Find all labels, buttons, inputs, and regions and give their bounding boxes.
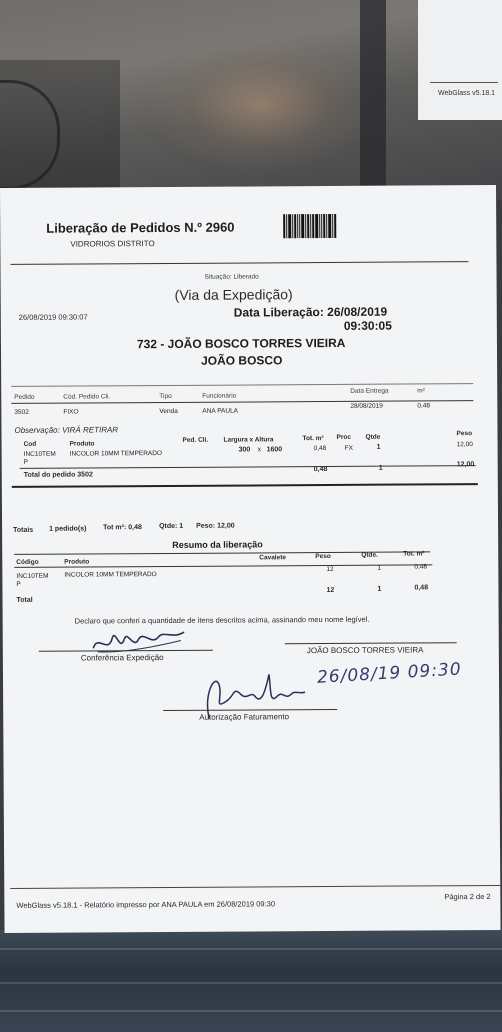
declaration-text: Declaro que conferi a quantidade de itens descritos acima, assinando meu nome legível. [74, 614, 370, 626]
photo-dark-bar [360, 0, 386, 200]
resumo-codigo-line2: P [16, 580, 21, 588]
background-paper-sheet [418, 0, 502, 120]
client-line: 732 - JOÃO BOSCO TORRES VIEIRA [136, 335, 346, 352]
resumo-col-peso: Peso [315, 552, 331, 561]
item-qtde: 1 [376, 443, 381, 451]
totais-peso: Peso: 12,00 [196, 522, 235, 530]
resumo-total-label: Total [16, 596, 33, 604]
client-name: JOÃO BOSCO [201, 353, 283, 368]
autorizacao-label: Autorização Faturamento [199, 712, 290, 722]
photo-reflection [150, 40, 370, 170]
resumo-total-qtde: 1 [377, 585, 382, 593]
conferencia-label: Conferência Expedição [80, 653, 164, 663]
item-tot-m2: 0,48 [313, 445, 327, 453]
document-title: Liberação de Pedidos N.º 2960 [46, 219, 235, 236]
item-proc: FX [344, 444, 353, 452]
total-pedido-qtde: 1 [378, 464, 383, 472]
col-tot-m2: Tot. m² [302, 435, 324, 443]
col-funcionario: Funcionário [202, 392, 237, 400]
col-ped-cli: Ped. Cli. [182, 436, 209, 444]
resumo-peso: 12 [326, 565, 334, 574]
col-proc: Proc [336, 433, 352, 441]
footer-left: WebGlass v5.18.1 - Relatório impresso por ANA PAULA em 26/08/2019 09:30 [16, 899, 276, 910]
funcionario-value: ANA PAULA [202, 407, 239, 415]
col-produto: Produto [69, 440, 95, 448]
resumo-col-cavalete: Cavalete [259, 554, 287, 562]
resumo-total-peso: 12 [326, 586, 335, 595]
col-data-entrega: Data Entrega [350, 387, 389, 395]
item-cod-line2: P [23, 458, 29, 466]
pedido-value: 3502 [14, 408, 29, 416]
resumo-title: Resumo da liberação [172, 539, 263, 550]
m2-value: 0,48 [417, 402, 431, 410]
resumo-col-tot-m2: Tot. m² [403, 550, 425, 558]
item-cod-line1: INC10TEM [23, 450, 56, 458]
item-peso: 12,00 [456, 441, 473, 449]
total-pedido-label: Total do pedido 3502 [23, 471, 93, 479]
footer-page-number: Página 2 de 2 [444, 892, 491, 902]
col-peso: Peso [456, 430, 473, 438]
totais-qtde: Qtde: 1 [159, 522, 184, 531]
data-entrega-value: 28/08/2019 [350, 402, 383, 410]
via-label: (Via da Expedição) [174, 286, 293, 303]
cod-pedido-cli-value: FIXO [63, 408, 79, 416]
total-pedido-peso: 12,00 [456, 461, 475, 469]
printed-timestamp: 26/08/2019 09:30:07 [18, 312, 88, 322]
totais-m2: Tot m²: 0,48 [103, 524, 142, 532]
col-largura-altura: Largura x Altura [223, 436, 274, 444]
data-liberacao: Data Liberação: 26/08/2019 [233, 304, 388, 320]
header-divider [10, 261, 468, 265]
resumo-col-codigo: Código [16, 558, 39, 566]
resumo-col-qtde: Qtde. [361, 551, 378, 559]
totais-label: Totais [13, 526, 34, 534]
resumo-total-m2: 0,48 [414, 584, 429, 592]
photo-background-bottom [0, 930, 502, 1032]
company-name: VIDRORIOS DISTRITO [70, 239, 155, 249]
resumo-col-produto: Produto [64, 558, 90, 566]
col-cod: Cod [23, 440, 37, 448]
col-m2: m² [417, 387, 425, 395]
item-altura: 1600 [266, 446, 283, 454]
totais-pedidos: 1 pedido(s) [49, 525, 87, 533]
barcode-image [283, 214, 341, 238]
col-pedido: Pedido [14, 393, 35, 401]
item-x: x [257, 446, 262, 454]
col-cod-pedido-cli: Cód. Pedido Cli. [63, 393, 111, 401]
observacao: Observação: VIRÁ RETIRAR [14, 425, 119, 435]
resumo-tot-m2: 0,48 [414, 563, 428, 571]
resumo-produto: INCOLOR 10MM TEMPERADO [64, 571, 157, 579]
col-tipo: Tipo [159, 392, 172, 401]
tipo-value: Venda [159, 407, 178, 416]
client-signature-label: JOÃO BOSCO TORRES VIEIRA [306, 645, 424, 656]
col-qtde: Qtde [365, 433, 381, 441]
resumo-codigo-line1: INC10TEM [16, 572, 49, 580]
item-largura: 300 [238, 446, 251, 454]
data-liberacao-time: 09:30:05 [343, 318, 392, 333]
item-produto: INCOLOR 10MM TEMPERADO [69, 450, 162, 458]
situacao-label: Situação: Liberado [204, 273, 259, 281]
total-pedido-m2: 0,48 [313, 466, 328, 474]
resumo-qtde: 1 [377, 564, 381, 572]
printed-document [0, 185, 501, 933]
background-sheet-version: WebGlass v5.18.1 [438, 90, 496, 97]
handwritten-date: 26/08/19 09:30 [316, 659, 463, 688]
